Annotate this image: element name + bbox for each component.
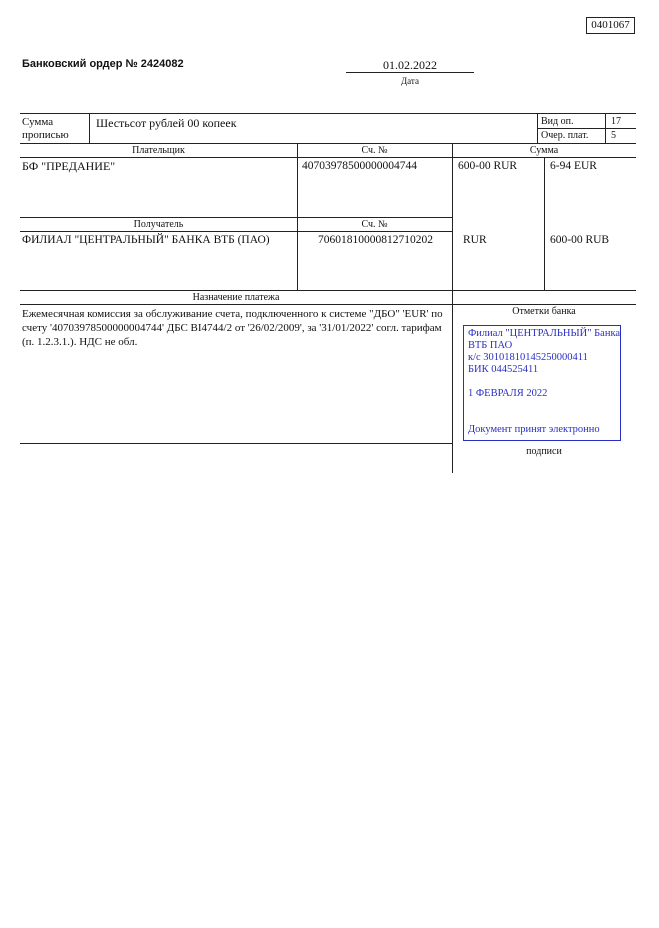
stamp-bank-name-2: ВТБ ПАО <box>468 340 513 351</box>
amount-words-label-2: прописью <box>22 129 69 141</box>
order-title: Банковский ордер № 2424082 <box>22 58 184 70</box>
grid-recipient-header-bottom <box>20 231 452 232</box>
grid-op-value-divider <box>605 113 606 143</box>
stamp-bank-name: Филиал "ЦЕНТРАЛЬНЫЙ" Банка <box>468 328 621 339</box>
grid-sum-mid <box>544 157 545 290</box>
date-underline <box>346 72 474 73</box>
grid-op-divider <box>537 128 636 129</box>
grid-top <box>20 113 636 114</box>
recipient-sum-left: RUR <box>463 234 487 246</box>
stamp-correspondent-account: к/с 30101810145250000411 <box>468 352 588 363</box>
recipient-account: 70601810000812710202 <box>318 234 433 246</box>
payment-priority-label: Очер. плат. <box>541 130 589 141</box>
operation-type-value: 17 <box>611 116 621 127</box>
grid-amount-label-divider <box>89 113 90 143</box>
grid-purpose-header-bottom <box>20 304 636 305</box>
order-date: 01.02.2022 <box>383 58 437 72</box>
recipient-name: ФИЛИАЛ "ЦЕНТРАЛЬНЫЙ" БАНКА ВТБ (ПАО) <box>22 234 270 246</box>
grid-op-left <box>537 113 538 143</box>
amount-words-label-1: Сумма <box>22 116 54 128</box>
grid-payer-bottom <box>20 217 452 218</box>
recipient-account-header: Сч. № <box>361 219 388 230</box>
payer-header: Плательщик <box>132 145 185 156</box>
payment-priority-value: 5 <box>611 130 616 141</box>
stamp-bik: БИК 044525411 <box>468 364 539 375</box>
bank-marks-header: Отметки банка <box>512 306 576 317</box>
amount-words-value: Шестьсот рублей 00 копеек <box>96 116 237 130</box>
stamp-accepted: Документ принят электронно <box>468 424 600 435</box>
operation-type-label: Вид оп. <box>541 116 574 127</box>
date-caption: Дата <box>401 76 419 86</box>
recipient-header: Получатель <box>133 219 184 230</box>
payer-name: БФ "ПРЕДАНИЕ" <box>22 159 116 173</box>
grid-account-left <box>297 143 298 290</box>
recipient-sum-right: 600-00 RUB <box>550 234 610 246</box>
payment-purpose-text: Ежемесячная комиссия за обслуживание счета, подключенного к системе "ДБО" 'EUR' по счету '40703978500000004744' ДБС BI4744/2 от '26/02/2009', за '31/01/2022' согл. тарифам (п. 1.2.3.1.). НДС не обл. <box>22 308 443 348</box>
payer-sum-left: 600-00 RUR <box>458 160 518 172</box>
form-code: 0401067 <box>586 17 635 34</box>
grid-purpose-bottom <box>20 443 452 444</box>
stamp-date: 1 ФЕВРАЛЯ 2022 <box>468 388 548 399</box>
grid-recipient-bottom <box>20 290 636 291</box>
sum-header: Сумма <box>529 145 559 156</box>
payment-purpose-header: Назначение платежа <box>192 292 280 303</box>
signatures-label: подписи <box>526 446 562 457</box>
payer-account: 40703978500000004744 <box>302 160 417 172</box>
payer-sum-right: 6-94 EUR <box>550 160 597 172</box>
grid-amount-bottom <box>20 143 636 144</box>
payer-account-header: Сч. № <box>361 145 388 156</box>
bank-stamp <box>463 325 621 441</box>
